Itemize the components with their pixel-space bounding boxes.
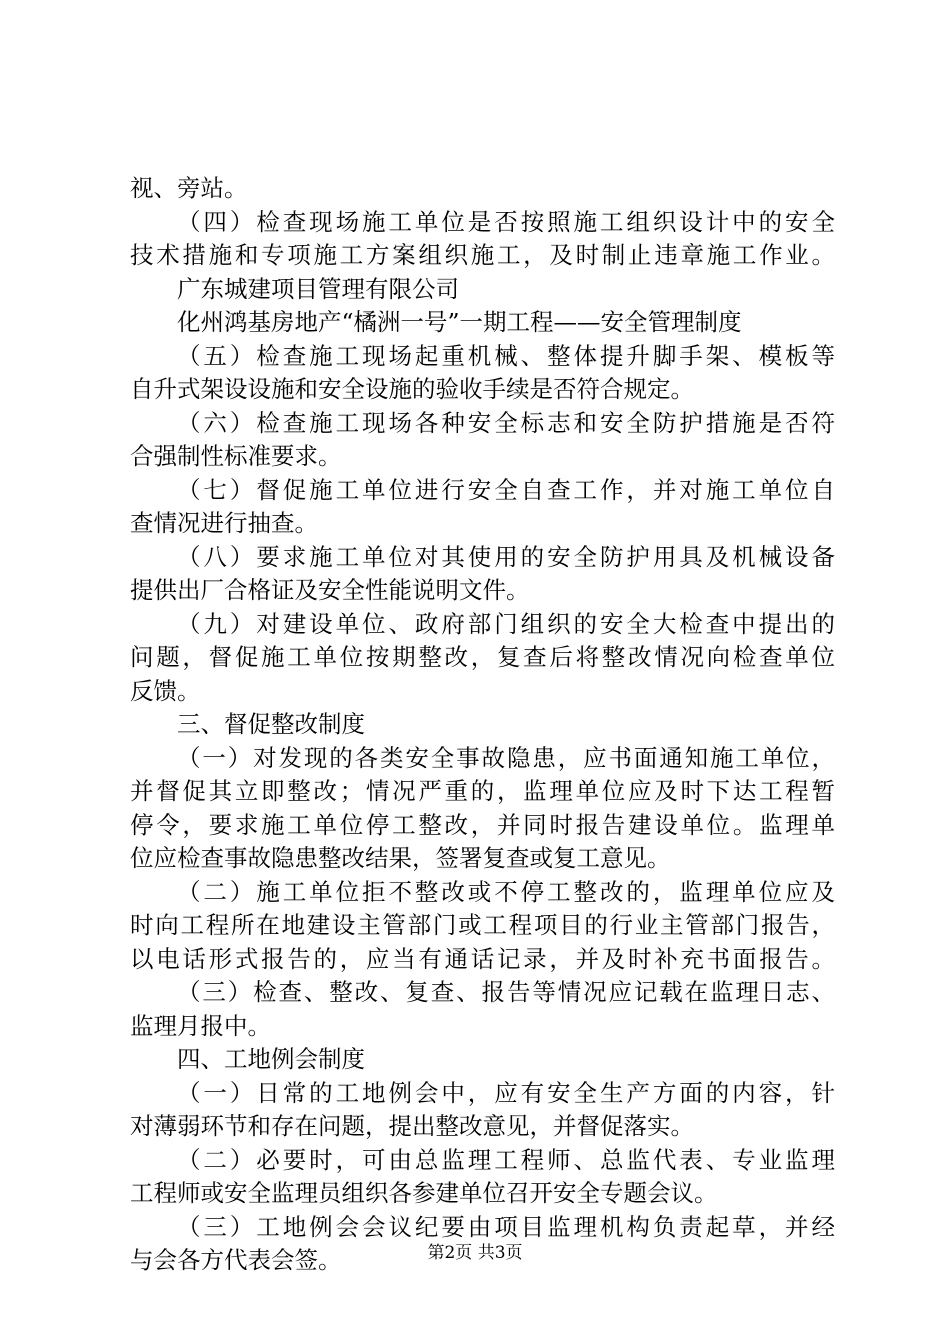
text-line: （一）对发现的各类安全事故隐患，应书面通知施工单位， xyxy=(177,743,835,772)
text-line: 以电话形式报告的，应当有通话记录，并及时补充书面报告。 xyxy=(130,944,835,973)
text-line: （三）检查、整改、复查、报告等情况应记载在监理日志、 xyxy=(177,978,835,1006)
text-line: 三、督促整改制度 xyxy=(177,710,365,738)
text-line: 自升式架设设施和安全设施的验收手续是否符合规定。 xyxy=(130,375,694,403)
text-line: （五）检查施工现场起重机械、整体提升脚手架、模板等 xyxy=(177,341,835,370)
text-line: （三）工地例会会议纪要由项目监理机构负责起草，并经 xyxy=(177,1212,835,1241)
text-line: （一）日常的工地例会中，应有安全生产方面的内容，针 xyxy=(177,1078,835,1107)
text-line: 技术措施和专项施工方案组织施工，及时制止违章施工作业。 xyxy=(130,241,835,269)
text-line: 与会各方代表会签。 xyxy=(130,1246,342,1274)
text-line: 反馈。 xyxy=(130,676,201,705)
text-line: 广东城建项目管理有限公司 xyxy=(177,274,459,303)
text-line: （八）要求施工单位对其使用的安全防护用具及机械设备 xyxy=(177,542,835,571)
text-line: 监理月报中。 xyxy=(130,1011,271,1040)
text-line: 视、旁站。 xyxy=(130,174,248,202)
text-line: （二）施工单位拒不整改或不停工整改的，监理单位应及 xyxy=(177,877,835,906)
text-line: 停令，要求施工单位停工整改，并同时报告建设单位。监理单 xyxy=(130,810,835,839)
text-line: （九）对建设单位、政府部门组织的安全大检查中提出的 xyxy=(177,609,835,638)
page-footer: 第2页 共3页 xyxy=(427,1243,523,1263)
text-line: 并督促其立即整改；情况严重的，监理单位应及时下达工程暂 xyxy=(130,777,835,805)
text-line: （四）检查现场施工单位是否按照施工组织设计中的安全 xyxy=(177,207,835,236)
text-line: 对薄弱环节和存在问题，提出整改意见，并督促落实。 xyxy=(130,1112,694,1140)
text-line: 提供出厂合格证及安全性能说明文件。 xyxy=(130,576,530,604)
text-line: 查情况进行抽查。 xyxy=(130,509,318,537)
text-line: 化州鸿基房地产“橘洲一号”一期工程——安全管理制度 xyxy=(177,308,742,336)
text-line: （六）检查施工现场各种安全标志和安全防护措施是否符 xyxy=(177,408,835,437)
document-body xyxy=(130,172,835,1278)
text-line: （二）必要时，可由总监理工程师、总监代表、专业监理 xyxy=(177,1145,835,1174)
text-line: 工程师或安全监理员组织各参建单位召开安全专题会议。 xyxy=(130,1179,718,1207)
text-line: 四、工地例会制度 xyxy=(177,1045,365,1073)
text-line: 位应检查事故隐患整改结果，签署复查或复工意见。 xyxy=(130,844,671,872)
text-line: 合强制性标准要求。 xyxy=(130,442,342,470)
text-line: （七）督促施工单位进行安全自查工作，并对施工单位自 xyxy=(177,475,835,504)
text-line: 时向工程所在地建设主管部门或工程项目的行业主管部门报告， xyxy=(130,911,835,939)
text-line: 问题，督促施工单位按期整改，复查后将整改情况向检查单位 xyxy=(130,643,835,671)
